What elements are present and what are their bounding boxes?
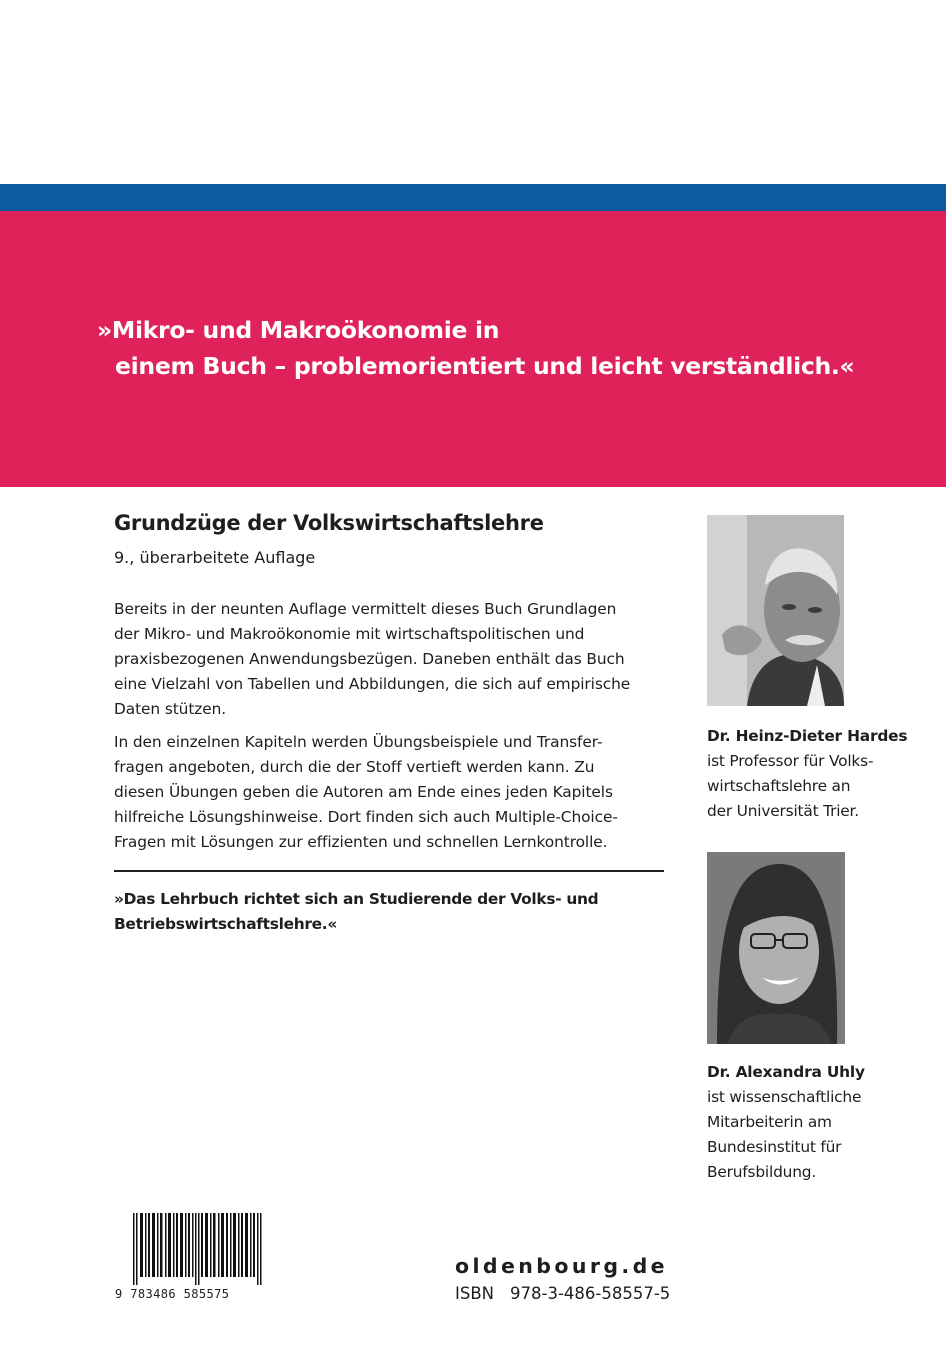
text-line: In den einzelnen Kapiteln werden Übungsbeispiele und Transfer- (114, 733, 603, 751)
text-line: fragen angeboten, durch die der Stoff vertieft werden kann. Zu (114, 758, 595, 776)
description-paragraph-1 (114, 597, 674, 722)
text-line: hilfreiche Lösungshinweise. Dort finden sich auch Multiple-Choice- (114, 808, 618, 826)
author-name: Dr. Alexandra Uhly (707, 1063, 865, 1081)
text-line: Daten stützen. (114, 700, 227, 718)
author-photo-uhly (707, 852, 845, 1044)
quote-line-1: »Das Lehrbuch richtet sich an Studierende der Volks- und (114, 890, 599, 908)
description-paragraph-2 (114, 730, 674, 855)
text-line: Bereits in der neunten Auflage vermittelt dieses Buch Grundlagen (114, 600, 617, 618)
bio-line: der Universität Trier. (707, 802, 859, 820)
isbn (455, 1284, 670, 1303)
quote-line-2: Betriebswirtschaftslehre.« (114, 915, 337, 933)
portrait-illustration (707, 515, 844, 706)
barcode-bars (133, 1213, 263, 1285)
bio-line: Berufsbildung. (707, 1163, 817, 1181)
author-name: Dr. Heinz-Dieter Hardes (707, 727, 908, 745)
author-bio-uhly (707, 1060, 937, 1185)
bio-line: Mitarbeiterin am (707, 1113, 832, 1131)
barcode (115, 1213, 263, 1305)
portrait-illustration (707, 852, 845, 1044)
audience-quote (114, 887, 598, 937)
bio-line: ist Professor für Volks- (707, 752, 874, 770)
publisher-website: oldenbourg.de (455, 1254, 668, 1278)
bio-line: ist wissenschaftliche (707, 1088, 862, 1106)
book-title: Grundzüge der Volkswirtschaftslehre (114, 511, 544, 535)
edition: 9., überarbeitete Auflage (114, 548, 316, 567)
bio-line: wirtschaftslehre an (707, 777, 851, 795)
author-photo-hardes (707, 515, 844, 706)
text-line: praxisbezogenen Anwendungsbezügen. Daneben enthält das Buch (114, 650, 625, 668)
barcode-digits: 9 783486 585575 (115, 1287, 230, 1301)
text-line: der Mikro- und Makroökonomie mit wirtschaftspolitischen und (114, 625, 585, 643)
blue-band (0, 184, 946, 211)
isbn-label: ISBN (455, 1284, 495, 1303)
headline-quote (97, 312, 897, 384)
headline-line-2: einem Buch – problemorientiert und leicht verständlich.« (115, 352, 855, 380)
text-line: Fragen mit Lösungen zur effizienten und schnellen Lernkontrolle. (114, 833, 608, 851)
divider (114, 870, 664, 872)
text-line: diesen Übungen geben die Autoren am Ende eines jeden Kapitels (114, 783, 613, 801)
headline-line-1: »Mikro- und Makroökonomie in (97, 316, 500, 344)
isbn-number: 978-3-486-58557-5 (510, 1284, 671, 1303)
text-line: eine Vielzahl von Tabellen und Abbildungen, die sich auf empirische (114, 675, 631, 693)
bio-line: Bundesinstitut für (707, 1138, 842, 1156)
author-bio-hardes (707, 724, 937, 824)
